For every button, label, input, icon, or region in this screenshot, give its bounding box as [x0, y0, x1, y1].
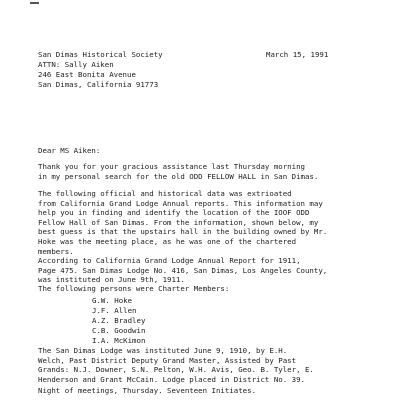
salutation: Dear MS Aiken:	[38, 146, 101, 155]
list-item: C.B. Goodwin	[92, 326, 146, 335]
recipient-line: ATTN: Sally Aiken	[38, 60, 114, 69]
recipient-line: San Dimas, California 91773	[38, 80, 159, 89]
text-line: Hoke was the meeting place, as he was one of the chartered	[38, 236, 297, 246]
paragraph-data-source	[38, 189, 327, 256]
paragraph-thanks	[38, 162, 318, 181]
representatives-list	[38, 386, 256, 396]
text-line: best guess is that the upstairs hall in the building owned by Mr.	[38, 227, 328, 237]
text-line: in my personal search for the old ODD FELLOW HALL in San Dimas.	[38, 171, 319, 181]
text-line: Welch, Past District Deputy Grand Master, Assisted by Past	[38, 355, 297, 365]
text-line: Page 475. San Dimas Lodge No. 416, San Dimas, Los Angeles County,	[38, 265, 328, 275]
text-line: help you in finding and identify the location of the IOOF ODD	[38, 208, 310, 218]
text-line: The following persons were Charter Members:	[38, 284, 230, 293]
letter-date: March 15, 1991	[266, 50, 329, 59]
text-line: was instituted on June 9th, 1911.	[38, 275, 185, 285]
text-line: members.	[38, 246, 74, 256]
text-line: Henderson and Grant McCain. Lodge placed in District No. 39.	[38, 374, 305, 384]
recipient-address	[38, 50, 163, 90]
list-item: Night of meetings, Thursday. Seventeen Initiates.	[38, 386, 257, 395]
text-line: from California Grand Lodge Annual reports. This information may	[38, 198, 323, 208]
text-line: Fellow Hall of San Dimas. From the information, shown below, my	[38, 217, 319, 227]
list-item: G.W. Hoke	[92, 296, 133, 305]
paragraph-annual-report	[38, 256, 327, 285]
recipient-line: 246 East Bonita Avenue	[38, 70, 136, 79]
list-item: I.A. McKimon	[92, 336, 146, 345]
text-line: According to California Grand Lodge Annual Report for 1911,	[38, 256, 301, 265]
top-edge-mark	[30, 2, 39, 4]
text-line: The San Dimas Lodge was instituted June 9, 1910, by E.H.	[38, 346, 288, 355]
recipient-line: San Dimas Historical Society	[38, 50, 163, 59]
text-line: The following official and historical data was extrioated	[38, 189, 292, 198]
text-line: Thank you for your gracious assistance last Thursday morning	[38, 162, 305, 171]
list-item: A.Z. Bradley	[92, 316, 146, 325]
charter-members-list	[92, 296, 145, 346]
list-item: J.F. Allen	[92, 306, 137, 315]
members-intro	[38, 284, 229, 294]
text-line: Grands: N.J. Downer, S.N. Pelton, W.H. Avis, Geo. B. Tyler, E.	[38, 365, 314, 375]
paragraph-institution	[38, 346, 314, 384]
